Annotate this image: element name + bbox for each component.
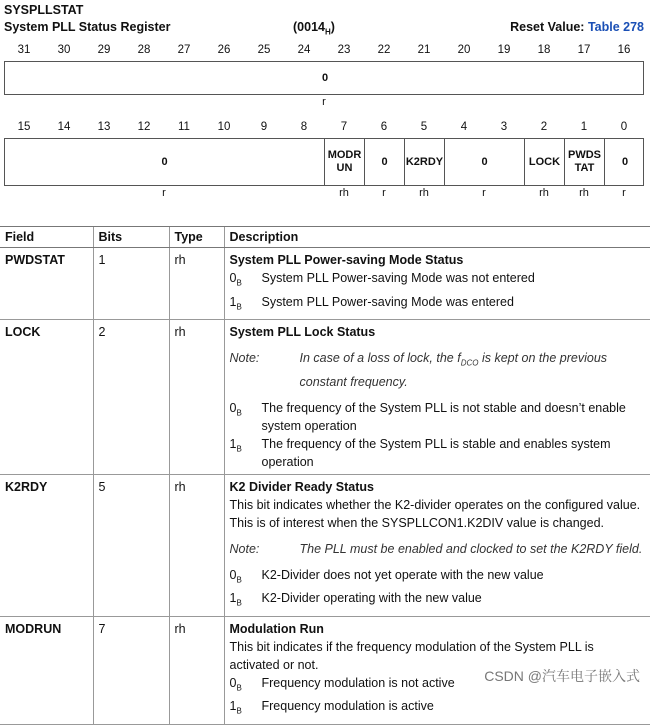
register-long-name: System PLL Status Register bbox=[4, 20, 171, 34]
field-type: rh bbox=[169, 320, 224, 475]
value-entry: $0_B$ System PLL Power-saving Mode was not entered bbox=[229, 271, 535, 288]
description-body: This bit indicates if the frequency modulation of the System PLL is activated or not. bbox=[229, 639, 594, 672]
value-entry: $0_B$ K2-Divider does not yet operate with the new value bbox=[229, 567, 544, 584]
access-type: r bbox=[622, 187, 626, 199]
upper-bit-numbers bbox=[4, 44, 644, 60]
access-type: r bbox=[322, 96, 326, 108]
field-type: rh bbox=[169, 616, 224, 724]
field-name: PWDSTAT bbox=[0, 248, 93, 320]
bit-number: 24 bbox=[297, 44, 311, 56]
value-entry: $1_B$ Frequency modulation is active bbox=[229, 699, 434, 716]
bit-number: 25 bbox=[257, 44, 271, 56]
field-description bbox=[224, 248, 650, 320]
value-entry: $0_B$ Frequency modulation is not active bbox=[229, 675, 455, 692]
access-type: rh bbox=[339, 187, 349, 199]
description-title: System PLL Lock Status bbox=[229, 325, 376, 339]
field-type: rh bbox=[169, 474, 224, 616]
column-header: Bits bbox=[93, 227, 169, 248]
bit-number: 28 bbox=[137, 44, 151, 56]
field-name: MODRUN bbox=[0, 616, 93, 724]
bit-number: 6 bbox=[380, 121, 388, 133]
bit-number: 20 bbox=[457, 44, 471, 56]
access-type: r bbox=[382, 187, 386, 199]
bit-number: 21 bbox=[417, 44, 431, 56]
access-type: rh bbox=[579, 187, 589, 199]
bit-number: 4 bbox=[460, 121, 468, 133]
description-title: K2 Divider Ready Status bbox=[229, 479, 374, 494]
reset-table-link[interactable]: Table 278 bbox=[587, 20, 644, 34]
watermark-text: CSDN @汽车电子嵌入式 bbox=[484, 668, 640, 684]
column-header: Field bbox=[0, 227, 93, 248]
k2rdy-field: K2RDY bbox=[405, 139, 445, 185]
bit-number: 27 bbox=[177, 44, 191, 56]
description-title: Modulation Run bbox=[229, 621, 324, 636]
field-description bbox=[224, 320, 650, 475]
field-bits: 2 bbox=[93, 320, 169, 475]
bit-number: 29 bbox=[97, 44, 111, 56]
value-entry: $1_B$ K2-Divider operating with the new value bbox=[229, 591, 482, 608]
register-short-name: SYSPLLSTAT bbox=[4, 3, 84, 17]
bit-number: 23 bbox=[337, 44, 351, 56]
bit-number: 1 bbox=[580, 121, 588, 133]
description-body: This bit indicates whether the K2-divider operates on the configured value. This is of interest when the SYSPLLCON1.K2DIV value is changed. bbox=[229, 497, 641, 530]
bit-number: 13 bbox=[97, 121, 111, 133]
bit-number: 18 bbox=[537, 44, 551, 56]
modrun-field: MODR UN bbox=[325, 139, 365, 185]
field-type: rh bbox=[169, 248, 224, 320]
bit-number: 0 bbox=[620, 121, 628, 133]
access-type: rh bbox=[419, 187, 429, 199]
lower-register-box bbox=[4, 138, 644, 186]
bit-number: 31 bbox=[17, 44, 31, 56]
table-row bbox=[0, 320, 650, 475]
access-type: r bbox=[482, 187, 486, 199]
bit-number: 16 bbox=[617, 44, 631, 56]
reserved-field: 0 bbox=[5, 139, 325, 185]
reserved-field: 0 bbox=[621, 155, 629, 168]
register-offset: $(0014_H)$ bbox=[293, 20, 335, 37]
access-type: rh bbox=[539, 187, 549, 199]
field-description bbox=[224, 474, 650, 616]
bit-number: 3 bbox=[500, 121, 508, 133]
field-bits: 5 bbox=[93, 474, 169, 616]
lower-bit-numbers bbox=[4, 121, 644, 137]
reserved-field: 0 bbox=[321, 71, 329, 84]
bit-number: 8 bbox=[300, 121, 308, 133]
field-name: K2RDY bbox=[0, 474, 93, 616]
note: Note: In case of a loss of lock, the $f_{DCO}$ is kept on the previous constant frequency. bbox=[229, 351, 608, 389]
table-row bbox=[0, 248, 650, 320]
bit-number: 10 bbox=[217, 121, 231, 133]
bit-number: 19 bbox=[497, 44, 511, 56]
bit-number: 9 bbox=[260, 121, 268, 133]
value-entry: $1_B$ The frequency of the System PLL is stable and enables system operation bbox=[229, 436, 611, 469]
reserved-field: 0 bbox=[445, 139, 525, 185]
bit-number: 14 bbox=[57, 121, 71, 133]
bit-number: 2 bbox=[540, 121, 548, 133]
bit-number: 22 bbox=[377, 44, 391, 56]
description-title: System PLL Power-saving Mode Status bbox=[229, 253, 464, 267]
upper-register-box bbox=[4, 61, 644, 95]
value-entry: $0_B$ The frequency of the System PLL is not stable and doesn’t enable system operation bbox=[229, 400, 626, 433]
note: Note: The PLL must be enabled and clocked to set the K2RDY field. bbox=[229, 541, 643, 556]
bit-number: 7 bbox=[340, 121, 348, 133]
column-header: Type bbox=[169, 227, 224, 248]
field-name: LOCK bbox=[0, 320, 93, 475]
pwdstat-field: PWDS TAT bbox=[565, 139, 605, 185]
bit-number: 5 bbox=[420, 121, 428, 133]
lock-field: LOCK bbox=[525, 139, 565, 185]
value-entry: $1_B$ System PLL Power-saving Mode was entered bbox=[229, 294, 514, 311]
bit-number: 12 bbox=[137, 121, 151, 133]
table-header-row bbox=[0, 227, 650, 248]
field-bits: 1 bbox=[93, 248, 169, 320]
table-row bbox=[0, 474, 650, 616]
reset-value: Reset Value: Table 278 bbox=[510, 20, 644, 34]
field-bits: 7 bbox=[93, 616, 169, 724]
reserved-field: 0 bbox=[365, 139, 405, 185]
bit-number: 15 bbox=[17, 121, 31, 133]
bit-number: 17 bbox=[577, 44, 591, 56]
bit-number: 30 bbox=[57, 44, 71, 56]
bit-number: 26 bbox=[217, 44, 231, 56]
access-type: r bbox=[162, 187, 166, 199]
bit-number: 11 bbox=[178, 121, 190, 133]
field-description-table bbox=[0, 226, 650, 725]
column-header: Description bbox=[224, 227, 650, 248]
